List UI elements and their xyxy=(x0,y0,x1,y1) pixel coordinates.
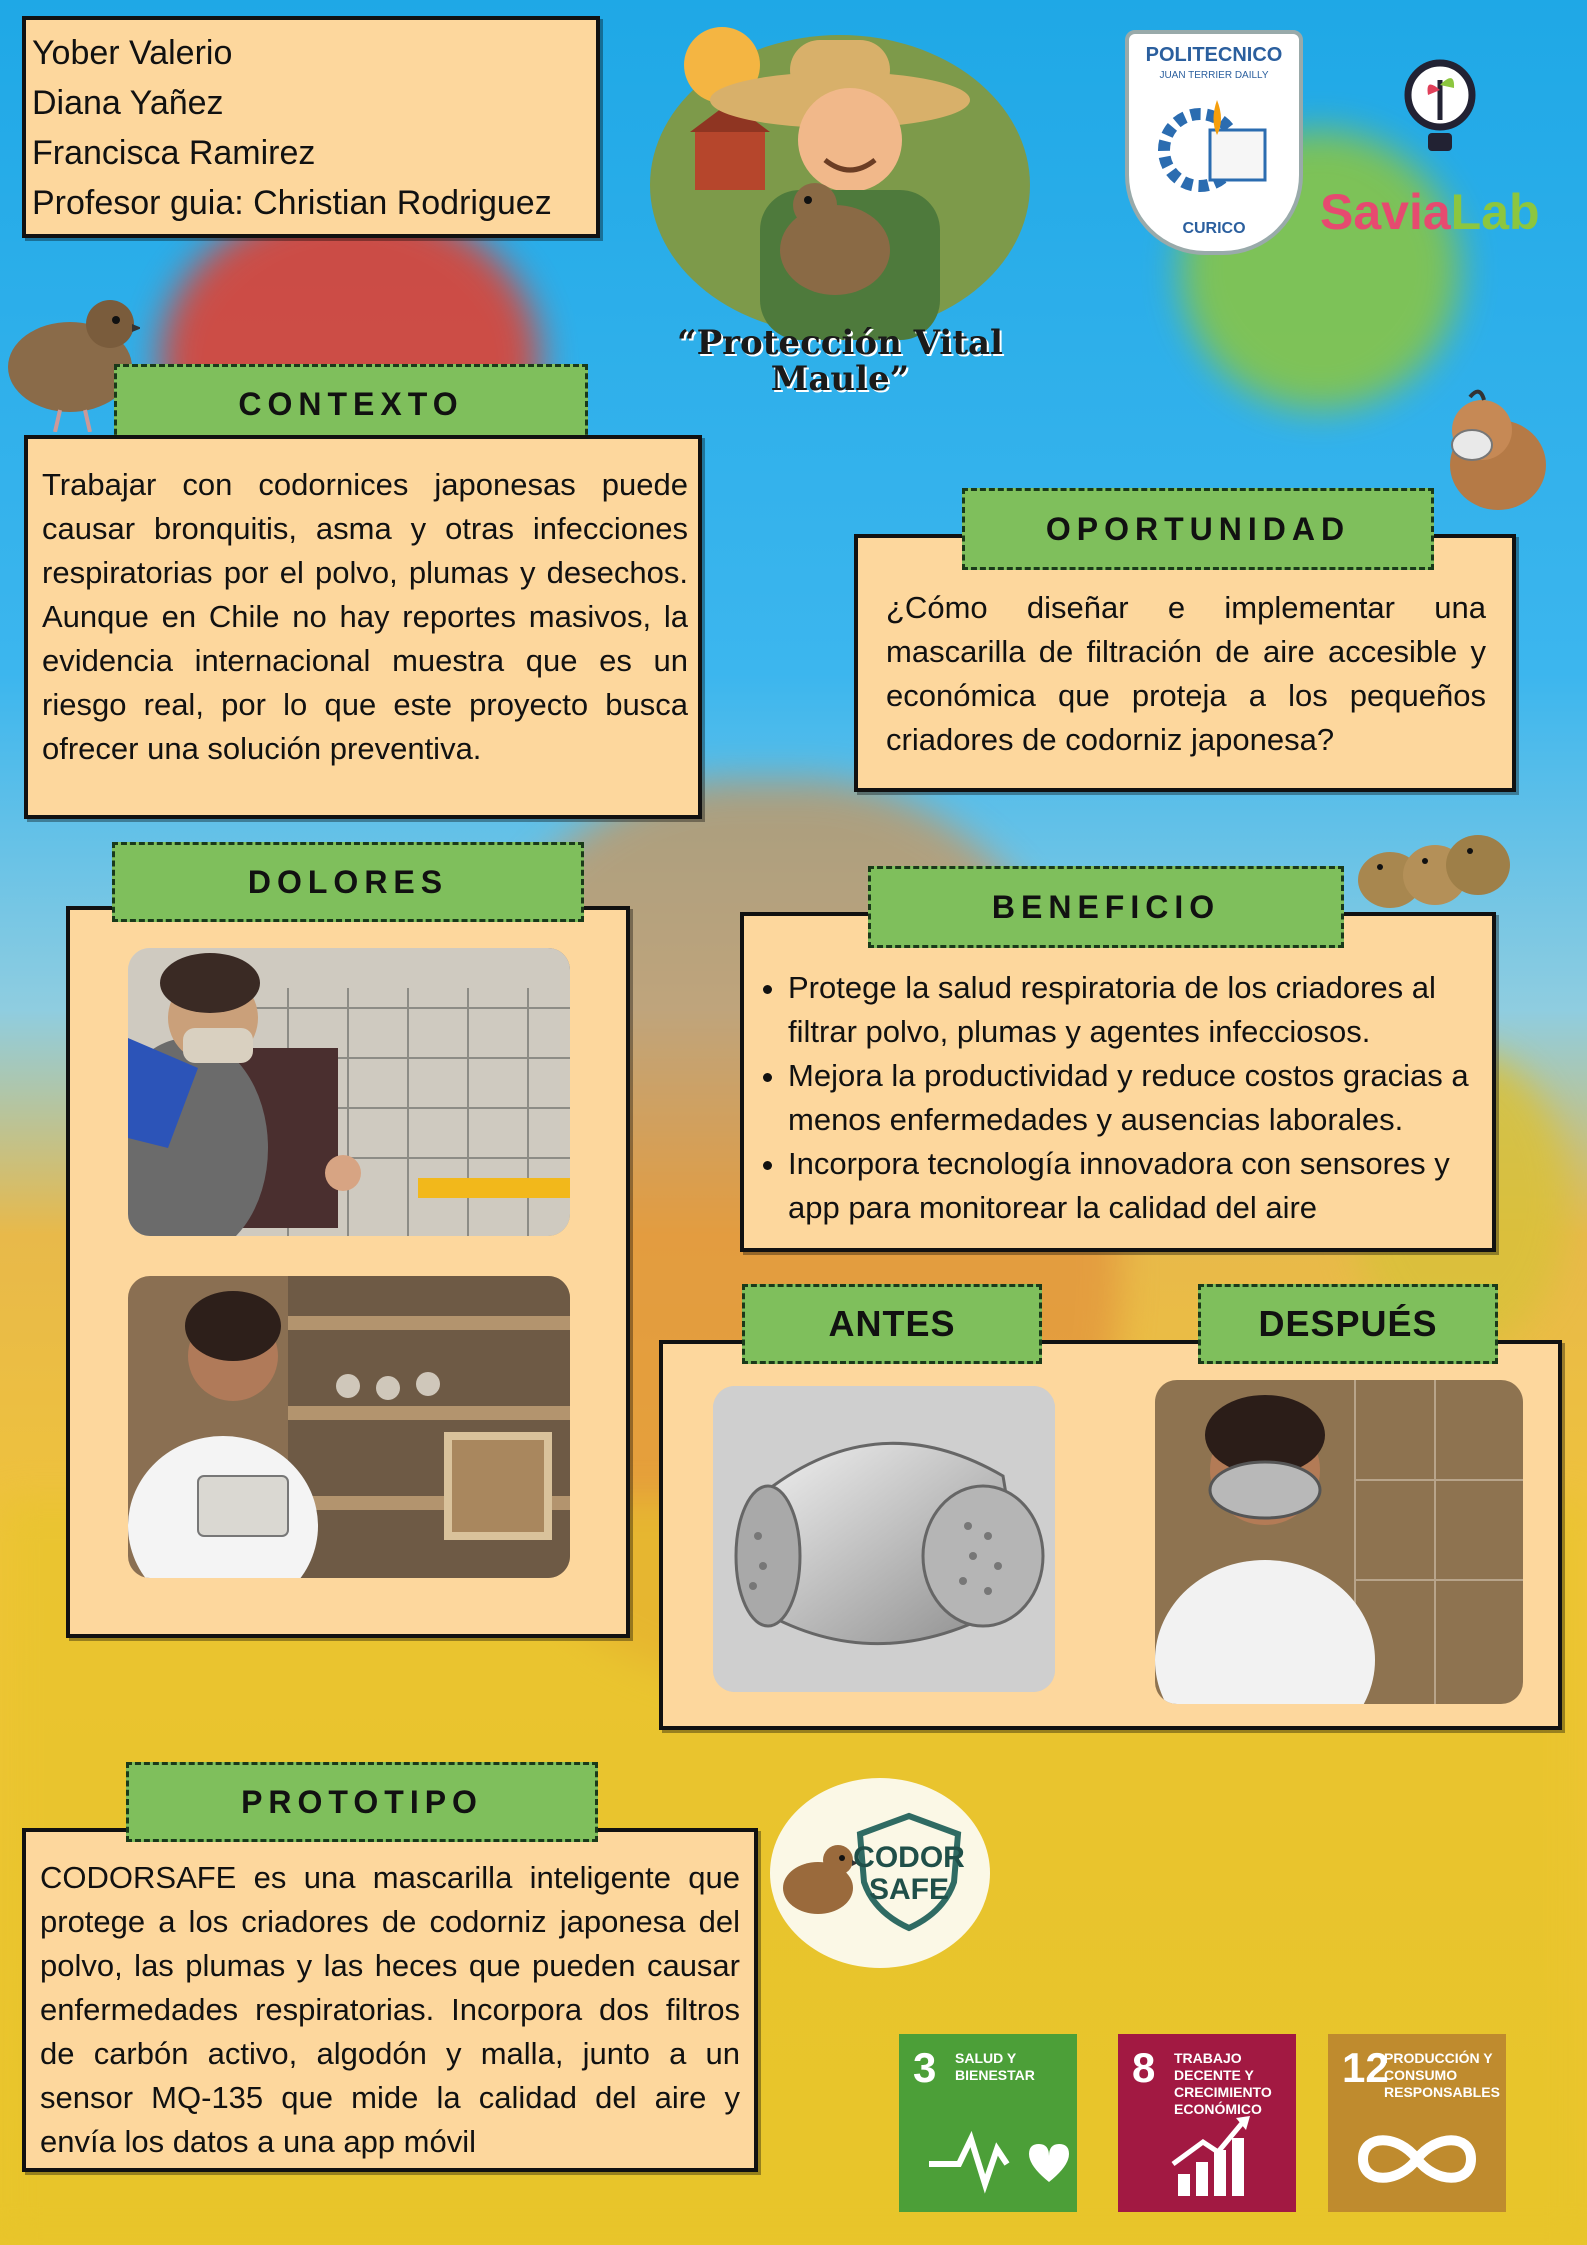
sdg-number: 3 xyxy=(913,2044,937,2091)
school-logo-top: POLITECNICO xyxy=(1145,44,1283,66)
school-logo-sub: JUAN TERRIER DAILLY xyxy=(1159,70,1269,81)
sdg-12-icon xyxy=(1328,2034,1506,2212)
beneficio-list xyxy=(744,966,1478,1230)
farmer-quail-illustration xyxy=(640,10,1040,350)
antes-despues-box xyxy=(659,1340,1562,1730)
prototipo-box xyxy=(22,1828,758,2172)
school-logo-bottom: CURICO xyxy=(1182,220,1246,237)
author-name: Diana Yañez xyxy=(32,84,224,122)
codorsafe-line1: CODOR xyxy=(853,1841,965,1874)
savialab-logo xyxy=(1320,55,1570,245)
contexto-box xyxy=(24,435,702,819)
sdg-caption: SALUD Y BIENESTAR xyxy=(955,2050,1035,2083)
infinity-icon xyxy=(1328,2104,1506,2204)
savialab-part2: Lab xyxy=(1450,184,1540,240)
antes-label: ANTES xyxy=(742,1284,1042,1364)
prototipo-label: PROTOTIPO xyxy=(126,1762,598,1842)
mask-render-image xyxy=(713,1386,1055,1692)
growth-chart-icon xyxy=(1118,2104,1296,2204)
oportunidad-text: ¿Cómo diseñar e implementar una mascarilla de filtración de aire accesible y económica que proteja a los pequeños criadores de codorniz japonesa? xyxy=(886,590,1486,757)
quail-chicks-illustration xyxy=(1350,815,1520,925)
sdg-number: 12 xyxy=(1342,2044,1389,2091)
sdg-8-icon xyxy=(1118,2034,1296,2212)
heartbeat-icon xyxy=(899,2104,1077,2204)
authors-box xyxy=(22,16,600,238)
quail-logo-icon xyxy=(778,1828,858,1928)
beneficio-box xyxy=(740,912,1496,1252)
codorsafe-logo xyxy=(770,1778,990,1968)
lightbulb-plant-icon xyxy=(1400,55,1480,165)
dolores-box xyxy=(66,906,630,1638)
sdg-3-icon xyxy=(899,2034,1077,2212)
beneficio-label: BENEFICIO xyxy=(868,866,1344,948)
breeder-photo-eggs xyxy=(128,1276,570,1578)
beneficio-item: • Incorpora tecnología innovadora con sensores y app para monitorear la calidad del aire xyxy=(788,1142,1478,1230)
quail-with-mask-illustration xyxy=(1440,385,1550,515)
sdg-number: 8 xyxy=(1132,2044,1156,2091)
oportunidad-box xyxy=(854,534,1516,792)
breeder-with-mask-photo xyxy=(1155,1380,1523,1704)
codorsafe-line2: SAFE xyxy=(868,1873,949,1906)
author-name: Francisca Ramirez xyxy=(32,134,316,172)
savialab-part1: Savia xyxy=(1320,184,1451,240)
dolores-label: DOLORES xyxy=(112,842,584,922)
breeder-photo-cages xyxy=(128,948,570,1236)
despues-label: DESPUÉS xyxy=(1198,1284,1498,1364)
contexto-text: Trabajar con codornices japonesas puede causar bronquitis, asma y otras infecciones respiratorias por el polvo, plumas y desechos. Aunque en Chile no hay reportes masivos, la evidencia internacional muestra que es un riesgo real, por lo que este proyecto busca ofrecer una solución preventiva. xyxy=(42,467,688,766)
project-title: “Protección Vital Maule” xyxy=(677,323,1003,399)
project-logo xyxy=(640,10,1040,410)
author-name: Yober Valerio xyxy=(32,34,233,72)
prototipo-text: CODORSAFE es una mascarilla inteligente que protege a los criadores de codorniz japonesa del polvo, las plumas y las heces que pueden causar enfermedades respiratorias. Incorpora dos filtros de carbón activo, algodón y malla, junto a un sensor MQ-135 que mide la calidad del aire y envía los datos a una app móvil xyxy=(40,1860,740,2159)
teacher-name: Profesor guia: Christian Rodriguez xyxy=(32,184,552,222)
school-logo xyxy=(1125,30,1303,255)
beneficio-item: • Protege la salud respiratoria de los criadores al filtrar polvo, plumas y agentes infecciosos. xyxy=(788,966,1478,1054)
oportunidad-label: OPORTUNIDAD xyxy=(962,488,1434,570)
sdg-caption: TRABAJO DECENTE Y CRECIMIENTO ECONÓMICO xyxy=(1174,2050,1272,2117)
beneficio-item: • Mejora la productividad y reduce costos gracias a menos enfermedades y ausencias laborales. xyxy=(788,1054,1478,1142)
contexto-label: CONTEXTO xyxy=(114,364,588,444)
gear-torch-icon xyxy=(1155,90,1275,200)
sdg-caption: PRODUCCIÓN Y CONSUMO RESPONSABLES xyxy=(1384,2050,1500,2100)
